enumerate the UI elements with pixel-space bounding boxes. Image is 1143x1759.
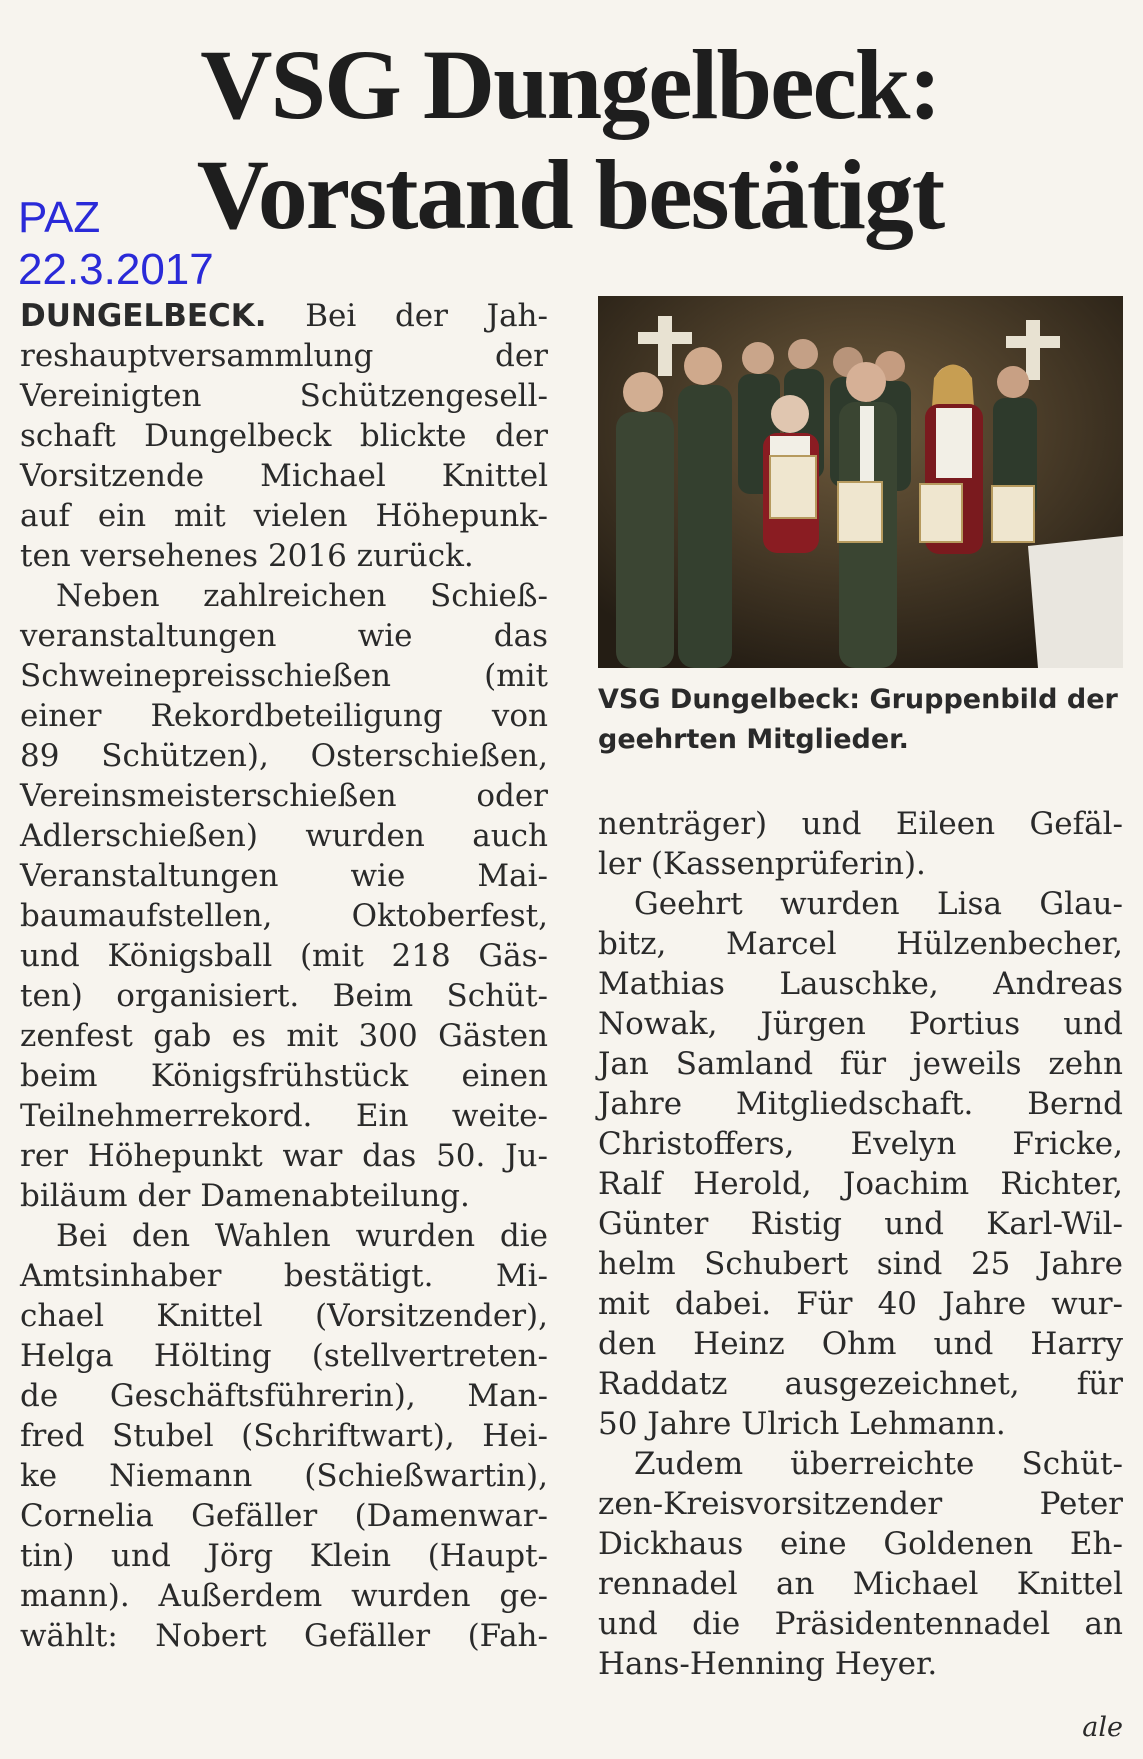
article-column-left bbox=[20, 296, 548, 1656]
body-line: zen-Kreisvorsitzender Peter bbox=[598, 1486, 1123, 1522]
body-line: Cornelia Gefäller (Damenwar- bbox=[20, 1498, 548, 1534]
body-line: und Königsball (mit 218 Gäs- bbox=[20, 938, 548, 974]
body-line: beim Königsfrühstück einen bbox=[20, 1058, 548, 1094]
headline-line-1: VSG Dungelbeck: bbox=[200, 29, 940, 140]
body-line: Hans-Henning Heyer. bbox=[598, 1646, 938, 1682]
body-line: ten) organisiert. Beim Schüt- bbox=[20, 978, 548, 1014]
body-line: de Geschäftsführerin), Man- bbox=[20, 1378, 548, 1414]
body-line: mann). Außerdem wurden ge- bbox=[20, 1578, 548, 1614]
body-line: Günter Ristig und Karl-Wil- bbox=[598, 1206, 1123, 1242]
stamp-date: 22.3.2017 bbox=[18, 245, 214, 294]
body-line: Helga Hölting (stellvertreten- bbox=[20, 1338, 548, 1374]
body-line: Ralf Herold, Joachim Richter, bbox=[598, 1166, 1123, 1202]
body-line: ke Niemann (Schießwartin), bbox=[20, 1458, 548, 1494]
body-line: Veranstaltungen wie Mai- bbox=[20, 858, 548, 894]
body-line: reshauptversammlung der bbox=[20, 338, 548, 374]
body-line: fred Stubel (Schriftwart), Hei- bbox=[20, 1418, 548, 1454]
article-headline bbox=[120, 30, 1020, 250]
body-line: nenträger) und Eileen Gefäl- bbox=[598, 806, 1123, 842]
body-line: 50 Jahre Ulrich Lehmann. bbox=[598, 1406, 1006, 1442]
body-line: Teilnehmerrekord. Ein weite- bbox=[20, 1098, 548, 1134]
body-line: helm Schubert sind 25 Jahre bbox=[598, 1246, 1123, 1282]
photo-caption: VSG Dungelbeck: Gruppenbild der geehrten Mitglieder. bbox=[598, 684, 1118, 755]
body-line: Neben zahlreichen Schieß- bbox=[56, 578, 548, 614]
body-line: den Heinz Ohm und Harry bbox=[598, 1326, 1123, 1362]
body-line: Mathias Lauschke, Andreas bbox=[598, 966, 1123, 1002]
group-photo-image bbox=[598, 296, 1123, 668]
article-column-right bbox=[598, 804, 1123, 1684]
body-line: Vorsitzende Michael Knittel bbox=[20, 458, 548, 494]
body-line: und die Präsidentennadel an bbox=[598, 1606, 1123, 1642]
body-line: mit dabei. Für 40 Jahre wur- bbox=[598, 1286, 1123, 1322]
body-line: zenfest gab es mit 300 Gästen bbox=[20, 1018, 548, 1054]
body-line: veranstaltungen wie das bbox=[20, 618, 548, 654]
body-line: tin) und Jörg Klein (Haupt- bbox=[20, 1538, 548, 1574]
body-line: Vereinigten Schützengesell- bbox=[20, 378, 548, 414]
body-line: 89 Schützen), Osterschießen, bbox=[20, 738, 548, 774]
body-line: Adlerschießen) wurden auch bbox=[20, 818, 548, 854]
body-line: wählt: Nobert Gefäller (Fah- bbox=[20, 1618, 548, 1654]
body-line: Schweinepreisschießen (mit bbox=[20, 658, 548, 694]
body-line: chael Knittel (Vorsitzender), bbox=[20, 1298, 548, 1334]
body-line: DUNGELBECK. Bei der Jah- bbox=[20, 298, 548, 334]
body-line: ler (Kassenprüferin). bbox=[598, 846, 926, 882]
body-line: Dickhaus eine Goldenen Eh- bbox=[598, 1526, 1123, 1562]
body-line: Amtsinhaber bestätigt. Mi- bbox=[20, 1258, 548, 1294]
headline-line-2: Vorstand bestätigt bbox=[196, 139, 944, 250]
body-line: auf ein mit vielen Höhepunk- bbox=[20, 498, 548, 534]
body-line: baumaufstellen, Oktoberfest, bbox=[20, 898, 548, 934]
body-line: Raddatz ausgezeichnet, für bbox=[598, 1366, 1123, 1402]
body-line: Zudem überreichte Schüt- bbox=[634, 1446, 1123, 1482]
body-line: biläum der Damenabteilung. bbox=[20, 1178, 470, 1214]
stamp-source: PAZ bbox=[18, 193, 101, 242]
body-line: Jan Samland für jeweils zehn bbox=[598, 1046, 1123, 1082]
body-line: Nowak, Jürgen Portius und bbox=[598, 1006, 1123, 1042]
body-line: rennadel an Michael Knittel bbox=[598, 1566, 1123, 1602]
body-line: Vereinsmeisterschießen oder bbox=[20, 778, 548, 814]
dateline: DUNGELBECK. bbox=[20, 298, 267, 334]
body-line: Jahre Mitgliedschaft. Bernd bbox=[598, 1086, 1123, 1122]
body-line: ten versehenes 2016 zurück. bbox=[20, 538, 474, 574]
body-line: Bei den Wahlen wurden die bbox=[56, 1218, 548, 1254]
body-line: Geehrt wurden Lisa Glau- bbox=[634, 886, 1123, 922]
group-photo bbox=[598, 296, 1123, 668]
body-line: bitz, Marcel Hülzenbecher, bbox=[598, 926, 1123, 962]
body-line: schaft Dungelbeck blickte der bbox=[20, 418, 548, 454]
body-line: einer Rekordbeteiligung von bbox=[20, 698, 548, 734]
body-line: rer Höhepunkt war das 50. Ju- bbox=[20, 1138, 548, 1174]
body-line: Christoffers, Evelyn Fricke, bbox=[598, 1126, 1123, 1162]
author-initials: ale bbox=[1082, 1712, 1123, 1743]
